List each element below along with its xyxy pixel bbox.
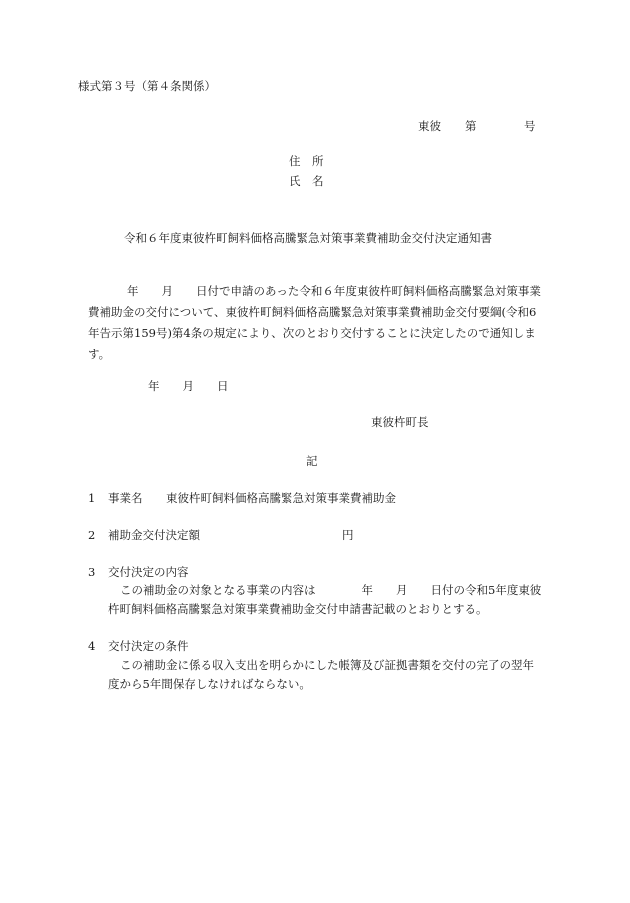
item-text-line: 度から5年間保存しなければならない。: [108, 677, 311, 691]
item-label: 補助金交付決定額: [108, 528, 200, 542]
document-title: 令和６年度東彼杵町飼料価格高騰緊急対策事業費補助金交付決定通知書: [124, 231, 492, 245]
name-label: 氏 名: [289, 174, 324, 188]
body-line: す。: [88, 347, 111, 361]
body-line: 年告示第159号)第4条の規定により、次のとおり交付することに決定したので通知しま: [88, 326, 536, 340]
item-text-line: この補助金の対象となる事業の内容は 年 月 日付の令和5年度東彼: [120, 583, 542, 597]
yen-unit: 円: [342, 528, 354, 542]
doc-number-go: 号: [524, 119, 536, 133]
item-label: 交付決定の条件: [108, 639, 189, 653]
form-label: 様式第３号（第４条関係）: [78, 79, 216, 93]
item-number: 3: [88, 565, 96, 579]
body-line: 費補助金の交付について、東彼杵町飼料価格高騰緊急対策事業費補助金交付要綱(令和6: [88, 305, 537, 319]
body-line: 年 月 日付で申請のあった令和６年度東彼杵町飼料価格高騰緊急対策事業: [127, 284, 541, 298]
doc-number-dai: 第: [465, 119, 477, 133]
item-label: 事業名: [108, 491, 143, 505]
issuer: 東彼杵町長: [371, 415, 429, 429]
item-text-line: 杵町飼料価格高騰緊急対策事業費補助金交付申請書記載のとおりとする。: [108, 602, 488, 616]
item-number: 1: [88, 491, 96, 505]
date-line: 年 月 日: [148, 379, 229, 393]
ki-heading: 記: [306, 454, 318, 468]
item-text-line: この補助金に係る収入支出を明らかにした帳簿及び証拠書類を交付の完了の翌年: [120, 658, 534, 672]
item-number: 4: [88, 639, 96, 653]
doc-number-prefix: 東彼: [418, 119, 441, 133]
item-value: 東彼杵町飼料価格高騰緊急対策事業費補助金: [166, 491, 396, 505]
item-number: 2: [88, 528, 96, 542]
item-label: 交付決定の内容: [108, 565, 189, 579]
address-label: 住 所: [289, 154, 324, 168]
